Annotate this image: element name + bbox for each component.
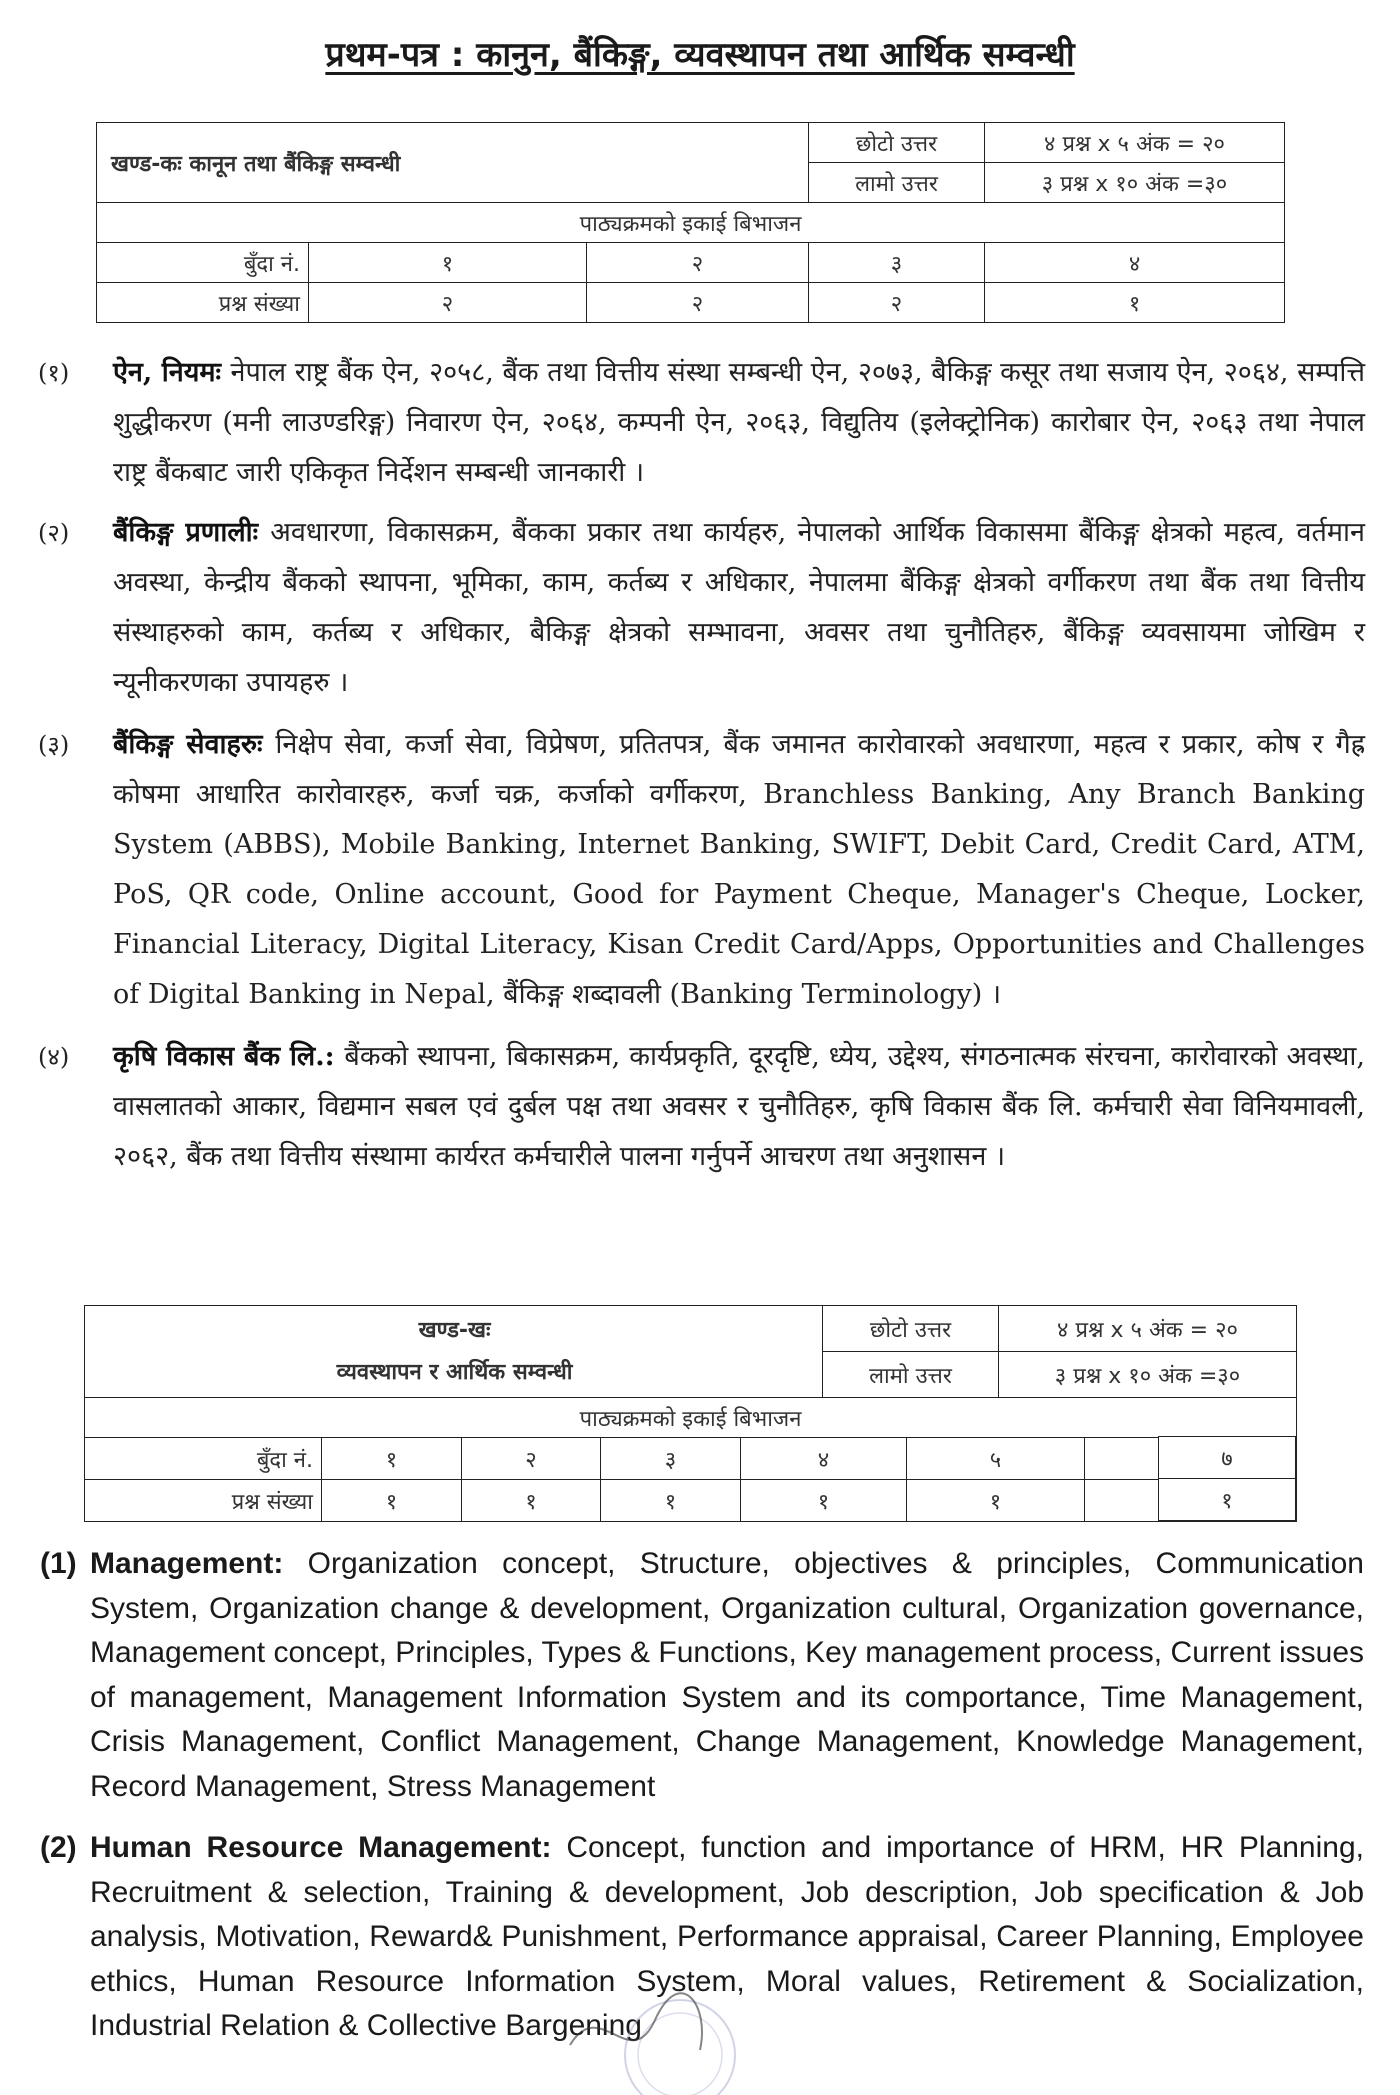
short-answer-label: छोटो उत्तर (809, 123, 985, 163)
short-answer-marks: ४ प्रश्न x ५ अंक = २० (985, 123, 1285, 163)
unit-cell: ३ (809, 243, 985, 283)
unit-cell: १ (322, 1438, 462, 1480)
item-text: Organization concept, Structure, objectives & principles, Communication System, Organization change & development, Organization cultural, Organization governance, Management concept, Principles, Types & Functions, Key management process, Current issues of management, Management Information System and its comportance, Time Management, Crisis Management, Conflict Management, Change Management, Knowledge Management, Record Management, Stress Management (90, 1547, 1364, 1803)
section-a-marks (808, 122, 1285, 203)
unit-cell: ५ (907, 1438, 1085, 1480)
item-text: नेपाल राष्ट्र बैंक ऐन, २०५८, बैंक तथा वित्तीय संस्था सम्बन्धी ऐन, २०७३, बैकिङ्ग कसूर तथा सजाय ऐन, २०६४, सम्पत्ति शुद्धीकरण (मनी लाउण्डरिङ्ग) निवारण ऐन, २०६४, कम्पनी ऐन, २०६३, विद्युतिय (इलेक्ट्रोनिक) कारोबार ऐन, २०६३ तथा नेपाल राष्ट्र बैंकबाट जारी एकिकृत निर्देशन सम्बन्धी जानकारी । (113, 357, 1365, 488)
item-heading: कृषि विकास बैंक लि.: (113, 1041, 345, 1072)
item-heading: Management: (90, 1547, 308, 1580)
item-text: Concept, function and importance of HRM, HR Planning, Recruitment & selection, Training & development, Job description, Job specification & Job analysis, Motivation, Reward& Punishment, Performance appraisal, Career Planning, Employee ethics, Human Resource Information System, Moral values, Retirement & Socialization, Industrial Relation & Collective Bargening (90, 1831, 1364, 2042)
question-count-cell: २ (309, 283, 587, 323)
long-answer-label: लामो उत्तर (809, 163, 985, 203)
long-answer-marks: ३ प्रश्न x १० अंक =३० (985, 163, 1285, 203)
unit-cell: ४ (985, 243, 1285, 283)
item-heading: ऐन, नियमः (113, 357, 231, 388)
unit-cell: २ (462, 1438, 601, 1480)
unit-number-label: बुँदा नं. (85, 1438, 322, 1480)
long-answer-label: लामो उत्तर (823, 1352, 999, 1398)
question-count-cell: २ (809, 283, 985, 323)
question-count-cell: १ (985, 283, 1285, 323)
syllabus-item-a3 (38, 720, 1365, 1020)
unit-number-label: बुँदा नं. (97, 243, 309, 283)
syllabus-item-b1 (40, 1542, 1364, 1809)
section-b-unit7 (1158, 1436, 1296, 1521)
signature-stamp (560, 1975, 780, 2095)
unit-cell: ४ (741, 1438, 907, 1480)
page-title: प्रथम-पत्र : कानुन, बैंकिङ्ग, व्यवस्थापन तथा आर्थिक सम्वन्धी (325, 35, 1075, 75)
item-heading: Human Resource Management: (90, 1831, 567, 1864)
item-number: (२) (38, 519, 70, 547)
item-text: अवधारणा, विकासक्रम, बैंकका प्रकार तथा कार्यहरु, नेपालको आर्थिक विकासमा बैंकिङ्ग क्षेत्रको महत्व, वर्तमान अवस्था, केन्द्रीय बैंकको स्थापना, भूमिका, काम, कर्तब्य र अधिकार, नेपालमा बैंकिङ्ग क्षेत्रको वर्गीकरण तथा बैंक तथा वित्तीय संस्थाहरुको काम, कर्तब्य र अधिकार, बैकिङ्ग क्षेत्रको सम्भावना, अवसर तथा चुनौतिहरु, बैंकिङ्ग व्यवसायमा जोखिम र न्यूनीकरणका उपायहरु । (113, 517, 1365, 698)
short-answer-marks: ४ प्रश्न x ५ अंक = २० (999, 1306, 1297, 1352)
long-answer-marks: ३ प्रश्न x १० अंक =३० (999, 1352, 1297, 1398)
item-number: (1) (40, 1547, 77, 1580)
question-count-cell: १ (322, 1480, 462, 1522)
item-number: (१) (38, 359, 70, 387)
syllabus-item-a4 (38, 1032, 1365, 1182)
section-a-title: खण्ड-कः कानून तथा बैंकिङ्ग सम्वन्धी (97, 123, 985, 203)
syllabus-item-a2 (38, 508, 1365, 708)
unit-cell: २ (587, 243, 809, 283)
unit-division-label: पाठ्यक्रमको इकाई बिभाजन (97, 203, 1285, 243)
section-b-marks (822, 1305, 1297, 1398)
section-b-title-line1: खण्ड-खः (418, 1317, 491, 1343)
question-count-cell: १ (907, 1480, 1085, 1522)
item-heading: बैंकिङ्ग सेवाहरुः (113, 729, 276, 760)
question-count-label: प्रश्न संख्या (85, 1480, 322, 1522)
item-heading: बैंकिङ्ग प्रणालीः (113, 517, 271, 548)
question-count-cell: १ (462, 1480, 601, 1522)
question-count-label: प्रश्न संख्या (97, 283, 309, 323)
question-count-cell: १ (601, 1480, 741, 1522)
unit-cell: १ (309, 243, 587, 283)
syllabus-item-a1 (38, 348, 1365, 498)
question-count-cell: १ (741, 1480, 907, 1522)
item-number: (2) (40, 1831, 77, 1864)
unit-cell: ७ (1159, 1437, 1296, 1479)
question-count-cell: २ (587, 283, 809, 323)
item-text: निक्षेप सेवा, कर्जा सेवा, विप्रेषण, प्रतितपत्र, बैंक जमानत कारोवारको अवधारणा, महत्व र प्रकार, कोष र गैह्र कोषमा आधारित कारोवारहरु, कर्जा चक्र, कर्जाको वर्गीकरण, Branchless Banking, Any Branch Banking System (ABBS), Mobile Banking, Internet Banking, SWIFT, Debit Card, Credit Card, ATM, PoS, QR code, Online account, Good for Payment Cheque, Manager's Cheque, Locker, Financial Literacy, Digital Literacy, Kisan Credit Card/Apps, Opportunities and Challenges of Digital Banking in Nepal, बैंकिङ्ग शब्दावली (Banking Terminology) । (113, 729, 1365, 1010)
section-b-title-line2: व्यवस्थापन र आर्थिक सम्वन्धी (336, 1359, 573, 1385)
item-number: (३) (38, 731, 70, 759)
item-text: बैंकको स्थापना, बिकासक्रम, कार्यप्रकृति, दूरदृष्टि, ध्येय, उद्देश्य, संगठनात्मक संरचना, कारोवारको अवस्था, वासलातको आकार, विद्यमान सबल एवं दुर्बल पक्ष तथा अवसर र चुनौतिहरु, कृषि विकास बैंक लि. कर्मचारी सेवा विनियमावली, २०६२, बैंक तथा वित्तीय संस्थामा कार्यरत कर्मचारीले पालना गर्नुपर्ने आचरण तथा अनुशासन । (113, 1041, 1365, 1172)
item-number: (४) (38, 1043, 70, 1071)
unit-cell: ३ (601, 1438, 741, 1480)
short-answer-label: छोटो उत्तर (823, 1306, 999, 1352)
unit-division-label: पाठ्यक्रमको इकाई बिभाजन (85, 1398, 1297, 1438)
question-count-cell: १ (1159, 1479, 1296, 1521)
